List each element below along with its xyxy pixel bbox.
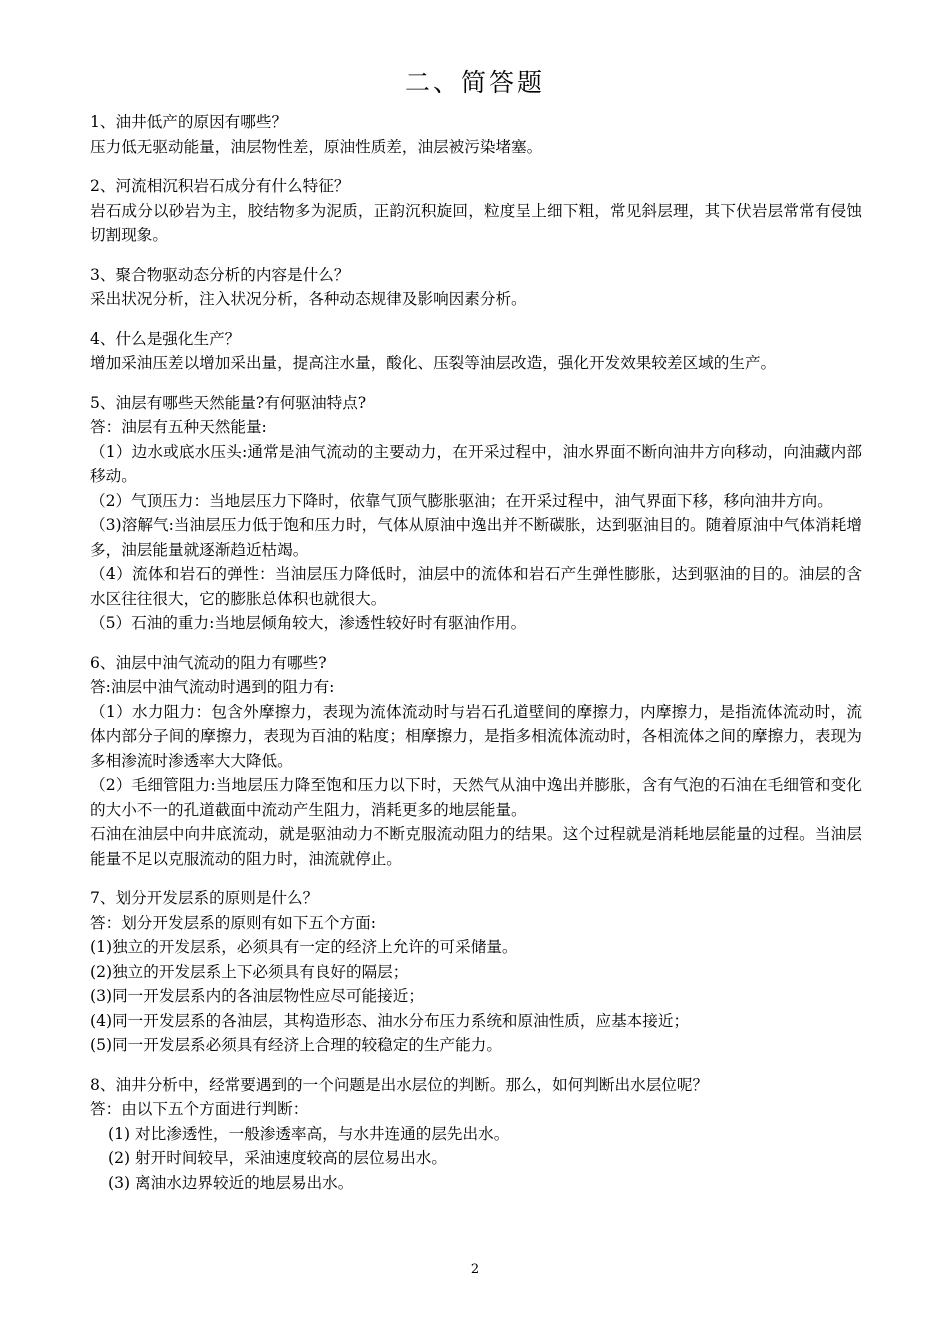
question-block (90, 327, 862, 376)
question-text: 6、油层中油气流动的阻力有哪些? (90, 653, 327, 672)
answer-list-item: (1) 对比渗透性，一般渗透率高，与水井连通的层先出水。 (108, 1124, 510, 1143)
answer-text: （4）流体和岩石的弹性：当油层压力降低时，油层中的流体和岩石产生弹性膨胀，达到驱油的目的。油层的含水区往往很大，它的膨胀总体积也就很大。 (90, 565, 862, 608)
answer-list-item: (2) 射开时间较早，采油速度较高的层位易出水。 (108, 1149, 447, 1167)
answer-text: （3)溶解气:当油层压力低于饱和压力时，气体从原油中逸出并不断碳胀，达到驱油目的。随着原油中气体消耗增多，油层能量就逐渐趋近枯竭。 (90, 516, 862, 559)
question-text: 3、聚合物驱动态分析的内容是什么？ (90, 265, 350, 284)
answer-text: 答：油层有五种天然能量: (90, 418, 267, 436)
answer-text: (1)独立的开发层系，必须具有一定的经济上允许的可采储量。 (90, 938, 518, 956)
question-text: 8、油井分析中，经常要遇到的一个问题是出水层位的判断。那么，如何判断出水层位呢？ (90, 1075, 709, 1094)
question-text: 4、什么是强化生产？ (90, 329, 241, 348)
question-block (90, 886, 862, 1058)
answer-text: 增加采油压差以增加采出量，提高注水量，酸化、压裂等油层改造，强化开发效果较差区域的生产。 (90, 354, 777, 372)
answer-text: 石油在油层中向井底流动，就是驱油动力不断克服流动阻力的结果。这个过程就是消耗地层能量的过程。当油层能量不足以克服流动的阻力时，油流就停止。 (90, 825, 862, 868)
answer-text: (2)独立的开发层系上下必须具有良好的隔层； (90, 962, 409, 981)
answer-text: 答：由以下五个方面进行判断： (90, 1100, 309, 1118)
question-text: 7、划分开发层系的原则是什么？ (90, 889, 319, 907)
answer-text: (3)同一开发层系内的各油层物性应尽可能接近； (90, 987, 424, 1005)
question-block (90, 174, 862, 248)
question-block (90, 263, 862, 312)
question-block (90, 110, 862, 159)
answer-text: 答：划分开发层系的原则有如下五个方面: (90, 913, 376, 932)
answer-text: 采出状况分析，注入状况分析，各种动态规律及影响因素分析。 (90, 290, 527, 308)
answer-text: 岩石成分以砂岩为主，胶结物多为泥质，正韵沉积旋回，粒度呈上细下粗，常见斜层理，其下伏岩层常常有侵蚀切割现象。 (90, 201, 862, 244)
answer-text: （1）水力阻力：包含外摩擦力，表现为流体流动时与岩石孔道壁间的摩擦力，内摩擦力，是指流体流动时，流体内部分子间的摩擦力，表现为百油的粘度；相摩擦力，是指多相流体流动时，各相流体之间的摩擦力，表现为多相渗流时渗透率大大降低。 (90, 702, 862, 770)
question-text: 2、河流相沉积岩石成分有什么特征？ (90, 177, 350, 195)
answer-text: (4)同一开发层系的各油层，其构造形态、油水分布压力系统和原油性质，应基本接近； (90, 1011, 690, 1030)
answer-list-item: (3) 离油水边界较近的地层易出水。 (108, 1173, 354, 1192)
question-list (90, 110, 862, 1210)
question-block (90, 391, 862, 636)
answer-text: （5）石油的重力:当地层倾角较大，渗透性较好时有驱油作用。 (90, 614, 527, 632)
question-block (90, 1073, 862, 1196)
page-title: 二、简答题 (404, 68, 545, 97)
answer-text: (5)同一开发层系必须具有经济上合理的较稳定的生产能力。 (90, 1036, 502, 1054)
answer-text: （2）毛细管阻力:当地层压力降至饱和压力以下时，天然气从油中逸出并膨胀，含有气泡的石油在毛细管和变化的大小不一的孔道截面中流动产生阻力，消耗更多的地层能量。 (90, 776, 862, 819)
question-text: 1、油井低产的原因有哪些？ (90, 113, 288, 131)
page-number: 2 (470, 1262, 480, 1277)
answer-text: （2）气顶压力：当地层压力下降时，依靠气顶气膨胀驱油；在开采过程中，油气界面下移，移向油井方向。 (90, 491, 833, 510)
question-block (90, 651, 862, 872)
question-text: 5、油层有哪些天然能量?有何驱油特点? (90, 393, 367, 412)
answer-text: （1）边水或底水压头:通常是油气流动的主要动力，在开采过程中，油水界面不断向油井方向移动，向油藏内部移动。 (90, 442, 862, 485)
answer-text: 答:油层中油气流动时遇到的阻力有: (90, 678, 335, 696)
answer-text: 压力低无驱动能量，油层物性差，原油性质差，油层被污染堵塞。 (90, 137, 543, 156)
